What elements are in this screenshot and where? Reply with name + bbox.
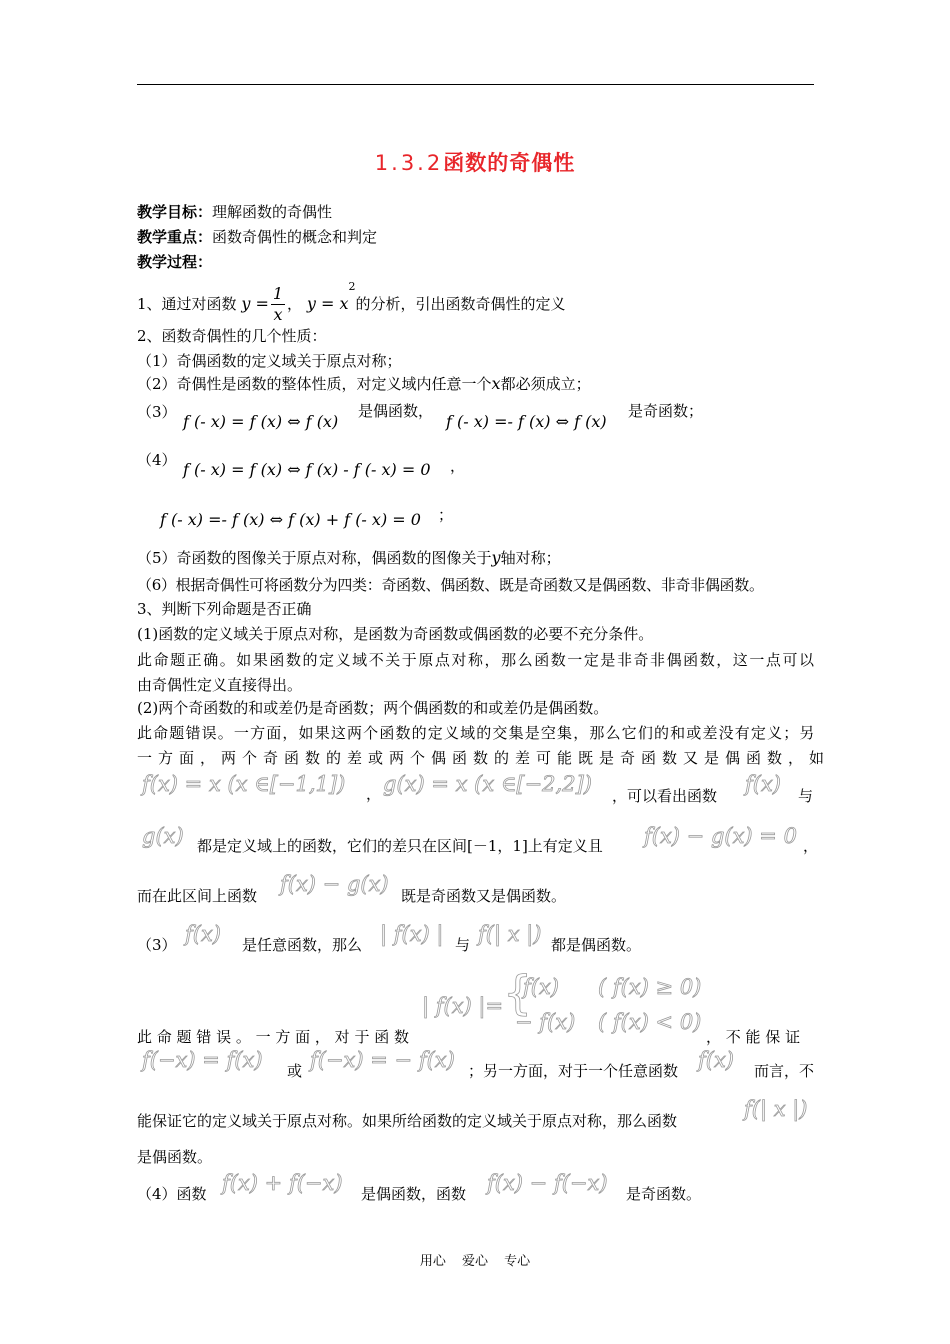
q3-text-3: 都是偶函数。 [551, 936, 642, 954]
a3-formula-f-abs: f(| x |) [744, 1097, 808, 1121]
p2-text-a: （2）奇偶性是函数的整体性质，对定义域内任意一个 [137, 375, 492, 393]
footer-item-2: 爱心 [461, 1254, 488, 1269]
a3-formula-odd: f(−x) = − f(x) [310, 1048, 455, 1072]
p3-text-odd: 是奇函数； [628, 402, 704, 420]
answer-1-line-1: 此命题正确。如果函数的定义域不关于原点对称，那么函数一定是非奇非偶函数，这一点可以 [137, 651, 814, 669]
a3-piecewise-lhs: | f(x) |= [422, 994, 504, 1018]
s1-text-b: 的分析，引出函数奇偶性的定义 [355, 295, 566, 313]
q3-text-2: 与 [455, 936, 471, 954]
q3-formula-abs-f: | f(x) | [380, 922, 444, 946]
question-2: (2)两个奇函数的和或差仍是奇函数；两个偶函数的和或差仍是偶函数。 [137, 699, 609, 717]
a3-text-1: ， 不 能 保 证 [706, 1028, 801, 1046]
a3-case-2-cond: ( f(x) < 0) [598, 1010, 702, 1034]
answer-1-line-2: 由奇偶性定义直接得出。 [137, 676, 303, 694]
property-1: （1）奇偶函数的定义域关于原点对称； [137, 352, 402, 370]
teaching-goal [137, 202, 332, 222]
footer-item-1: 用心 [419, 1254, 446, 1269]
a3-case-1-cond: ( f(x) ≥ 0) [598, 975, 702, 999]
header-rule [137, 84, 814, 85]
goal-text: 理解函数的奇偶性 [212, 203, 333, 221]
answer-2-line-2: 一方面，两个奇函数的差或两个偶函数的差可能既是奇函数又是偶函数，如 [137, 749, 831, 767]
page-footer [0, 1250, 950, 1269]
a2-text-6: 既是奇函数又是偶函数。 [401, 887, 567, 905]
a3-case-1-value: f(x) [523, 975, 560, 999]
a3-line-3: 能保证它的定义域关于原点对称。如果所给函数的定义域关于原点对称，那么函数 [137, 1112, 678, 1130]
p4-sep-1: ， [450, 457, 466, 475]
a2-text-3: 都是定义域上的函数，它们的差只在区间[－1，1]上有定义且 [197, 837, 603, 855]
focus-label: 教学重点： [137, 228, 213, 246]
p3-formula-odd: f (- x) =- f (x) ⇔ f (x) [446, 412, 607, 431]
property-3-label: （3） [137, 403, 177, 421]
a2-text-5: 而在此区间上函数 [137, 887, 258, 905]
title-number: 1.3.2 [374, 151, 444, 175]
frac-denominator: x [273, 304, 283, 324]
teaching-process [137, 252, 212, 272]
p2-text-b: 都必须成立； [500, 375, 591, 393]
a3-text-4: 而言，不 [754, 1062, 815, 1080]
a3-text-3: ；另一方面，对于一个任意函数 [468, 1062, 679, 1080]
answer-2-line-1: 此命题错误。一方面，如果这两个函数的定义域的交集是空集，那么它们的和或差没有定义；另 [137, 724, 814, 742]
a3-brace: { [503, 966, 533, 1020]
s1-y2: y = x [306, 294, 349, 313]
q4-text-2: 是奇函数。 [626, 1185, 702, 1203]
q4-text-1: 是偶函数，函数 [361, 1185, 467, 1203]
a2-formula-fx: f(x) [745, 772, 782, 796]
section-2: 2、函数奇偶性的几个性质： [137, 327, 327, 345]
p4-sep-2: ； [438, 506, 454, 524]
s1-y1: y = [241, 294, 269, 313]
a2-text-2: 与 [798, 787, 814, 805]
a2-formula-g: g(x) = x (x ∈[−2,2]) [383, 772, 592, 796]
p5-text-b: 轴对称； [500, 549, 561, 567]
a2-text-4: ， [803, 837, 819, 855]
q4-formula-sum: f(x) + f(−x) [222, 1171, 343, 1195]
teaching-focus [137, 227, 377, 247]
property-4-label: （4） [137, 451, 177, 469]
q4-formula-diff: f(x) − f(−x) [487, 1171, 608, 1195]
s1-fraction [271, 284, 285, 325]
question-1: (1)函数的定义域关于原点对称，是函数为奇函数或偶函数的必要不充分条件。 [137, 625, 654, 643]
frac-numerator: 1 [272, 283, 284, 303]
a2-formula-gx: g(x) [142, 824, 184, 848]
process-label: 教学过程： [137, 253, 213, 271]
p5-text-a: （5）奇函数的图像关于原点对称，偶函数的图像关于 [137, 549, 492, 567]
property-5 [137, 548, 561, 568]
q3-label: （3） [137, 936, 177, 954]
q4-label: （4）函数 [137, 1185, 207, 1203]
q3-text-1: 是任意函数，那么 [242, 936, 363, 954]
s1-comma: ， [287, 295, 303, 313]
a2-formula-diff-zero: f(x) − g(x) = 0 [644, 824, 797, 848]
page-title [0, 147, 950, 177]
a2-comma: ， [366, 785, 382, 803]
q3-formula-f-abs: f(| x |) [478, 922, 542, 946]
a3-formula-even: f(−x) = f(x) [142, 1048, 263, 1072]
property-6: （6）根据奇偶性可将函数分为四类：奇函数、偶函数、既是奇函数又是偶函数、非奇非偶函数。 [137, 576, 764, 594]
p2-x: x [491, 374, 501, 393]
p3-formula-even: f (- x) = f (x) ⇔ f (x) [183, 412, 339, 431]
property-2 [137, 374, 591, 394]
a3-formula-fx: f(x) [698, 1048, 735, 1072]
a2-formula-f: f(x) = x (x ∈[−1,1]) [142, 772, 346, 796]
a2-text-1: ，可以看出函数 [612, 787, 718, 805]
a3-text-pre: 此 命 题 错 误 。 一 方 面 ， 对 于 函 数 [137, 1028, 409, 1046]
a2-formula-diff: f(x) − g(x) [280, 872, 389, 896]
p4-formula-2: f (- x) =- f (x) ⇔ f (x) + f (- x) = 0 [160, 510, 421, 529]
title-text: 函数的奇偶性 [443, 150, 576, 175]
focus-text: 函数奇偶性的概念和判定 [212, 228, 378, 246]
a3-line-4: 是偶函数。 [137, 1148, 213, 1166]
p3-text-even: 是偶函数， [358, 402, 434, 420]
a3-case-2-value: − f(x) [515, 1010, 576, 1034]
goal-label: 教学目标： [137, 203, 213, 221]
q3-formula-fx: f(x) [185, 922, 222, 946]
s1-exponent: 2 [348, 280, 356, 293]
p5-y: y [491, 548, 501, 567]
p4-formula-1: f (- x) = f (x) ⇔ f (x) - f (- x) = 0 [183, 460, 431, 479]
s1-text-a: 1、通过对函数 [137, 295, 237, 313]
section-1 [137, 276, 566, 325]
a3-text-2: 或 [287, 1062, 303, 1080]
footer-item-3: 专心 [504, 1254, 531, 1269]
section-3: 3、判断下列命题是否正确 [137, 600, 312, 618]
